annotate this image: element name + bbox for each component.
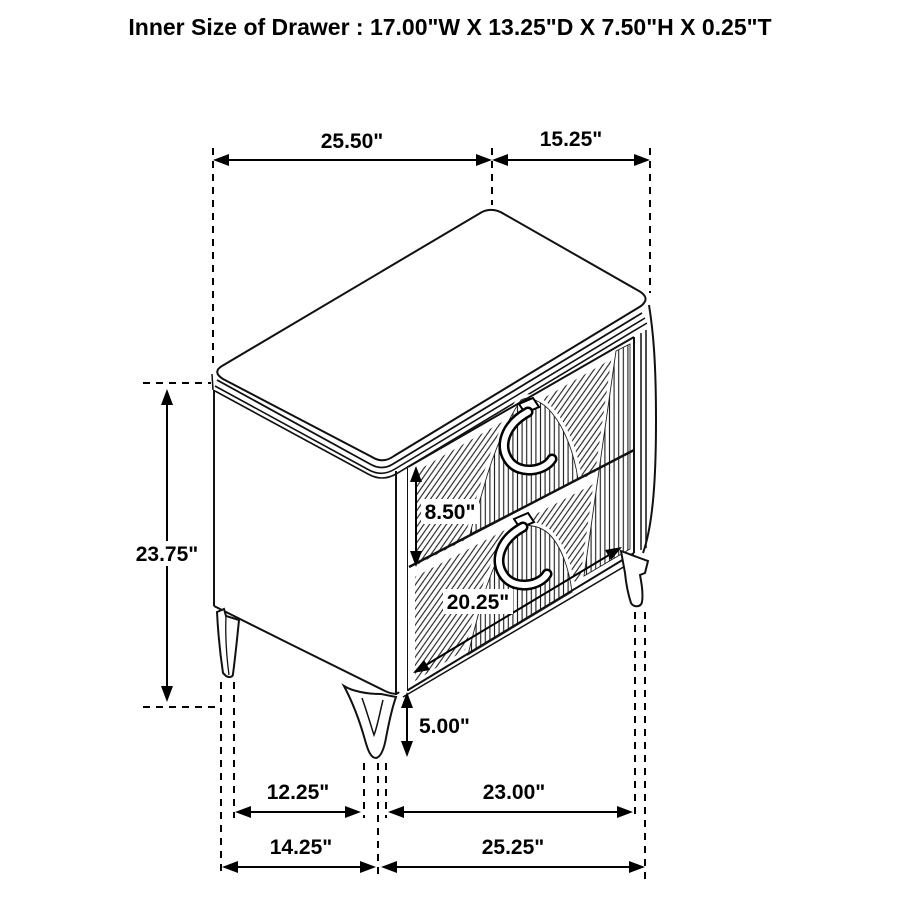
dim-base-inner-front <box>388 806 633 818</box>
dim-label-drawer-height: 8.50" <box>424 501 476 524</box>
dim-label-base-inner-side: 12.25" <box>266 781 330 804</box>
dim-label-height: 23.75" <box>135 543 199 566</box>
dim-label-base-inner-front: 23.00" <box>482 781 546 804</box>
dim-label-drawer-width: 20.25" <box>446 591 510 614</box>
dim-base-outer-front <box>381 861 645 873</box>
front-center-leg <box>344 686 396 758</box>
dim-label-top-width: 25.50" <box>320 130 384 153</box>
diagram-title: Inner Size of Drawer : 17.00"W X 13.25"D X 7.50"H X 0.25"T <box>128 14 772 40</box>
back-left-leg <box>217 609 239 677</box>
dim-base-outer-side <box>222 861 376 873</box>
front-corner-post <box>396 466 408 695</box>
front-right-leg <box>621 551 648 606</box>
dim-leg-height <box>401 692 413 757</box>
right-side-silhouette <box>643 305 656 553</box>
dim-top-depth <box>492 154 650 166</box>
dim-label-leg-height: 5.00" <box>419 715 470 738</box>
dim-label-base-outer-front: 25.25" <box>481 836 545 859</box>
dim-base-inner-side <box>235 806 361 818</box>
nightstand-drawing <box>212 210 656 758</box>
right-corner-post <box>634 330 646 553</box>
dim-label-base-outer-side: 14.25" <box>269 836 333 859</box>
dim-top-width <box>213 154 492 166</box>
dim-label-top-depth: 15.25" <box>539 128 603 151</box>
